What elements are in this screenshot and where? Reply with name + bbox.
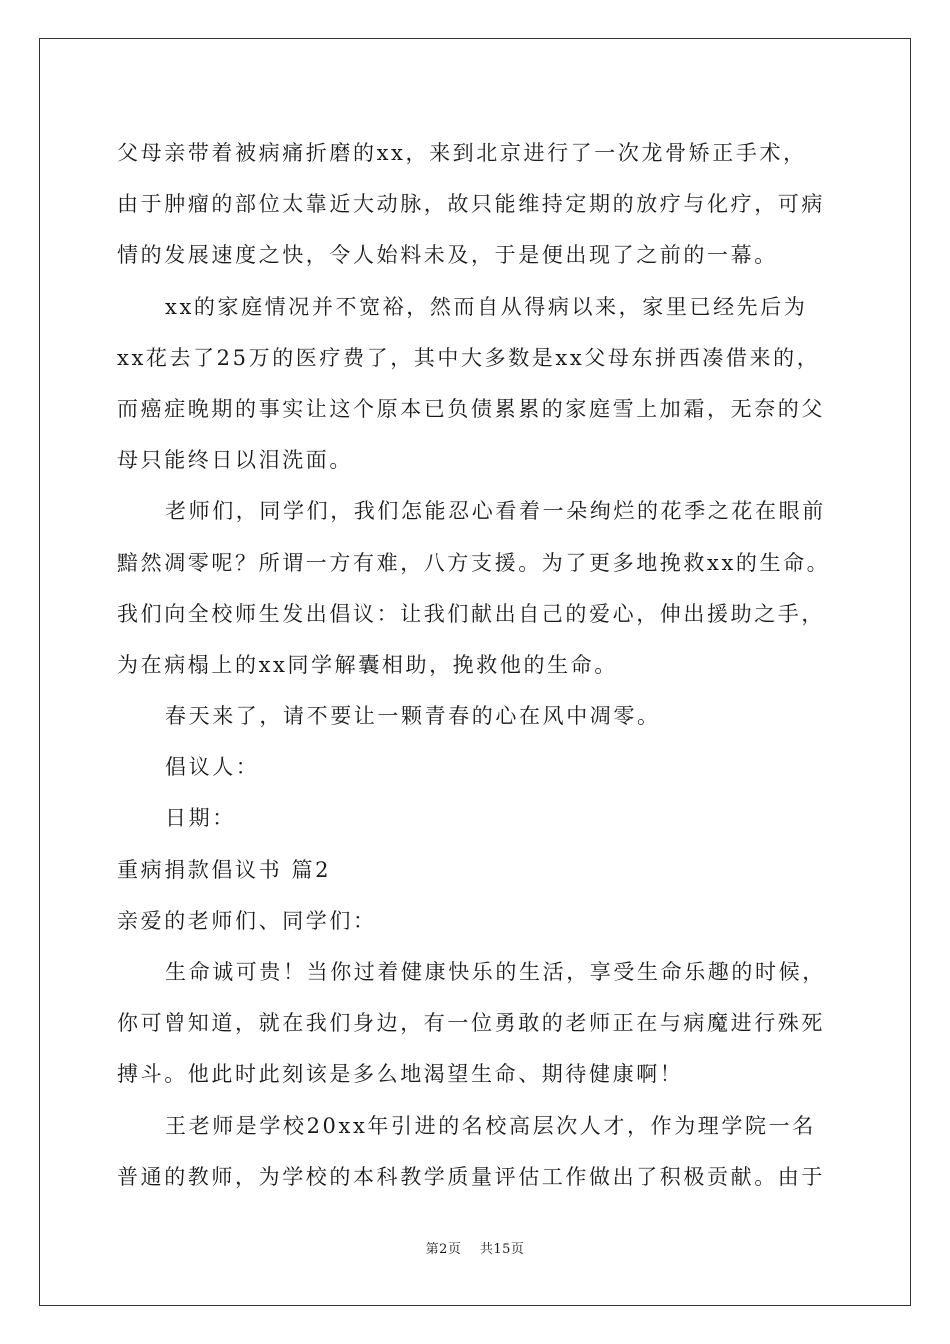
text-line: 情的发展速度之快，令人始料未及，于是便出现了之前的一幕。 [117, 243, 778, 268]
page-number: 第2页 [425, 1242, 462, 1257]
text-line: 黯然凋零呢？所谓一方有难，八方支援。为了更多地挽救xx的生命。 [117, 550, 831, 575]
paragraph-start-line: 王老师是学校20xx年引进的名校高层次人才，作为理学院一名 [165, 1113, 816, 1138]
text-line: 由于肿瘤的部位太靠近大动脉，故只能维持定期的放疗与化疗，可病 [117, 192, 825, 217]
paragraph-start-line: 春天来了，请不要让一颗青春的心在风中凋零。 [165, 704, 661, 729]
text-line: xx花去了25万的医疗费了，其中大多数是xx父母东拼西凑借来的， [117, 345, 821, 370]
text-line: 父母亲带着被病痛折磨的xx，来到北京进行了一次龙骨矫正手术， [117, 141, 807, 165]
text-line: 普通的教师，为学校的本科教学质量评估工作做出了积极贡献。由于 [117, 1164, 825, 1189]
document-body [117, 128, 837, 1203]
section-title: 重病捐款倡议书 篇2 [117, 857, 332, 882]
salutation: 亲爱的老师们、同学们： [117, 908, 377, 933]
date-label: 日期： [165, 806, 236, 831]
text-line: 搏斗。他此时此刻该是多么地渴望生命、期待健康啊！ [117, 1062, 684, 1087]
text-line: 你可曾知道，就在我们身边，有一位勇敢的老师正在与病魔进行殊死 [117, 1011, 825, 1036]
paragraph-start-line: 生命诚可贵！当你过着健康快乐的生活，享受生命乐趣的时候， [165, 960, 826, 984]
text-line: 为在病榻上的xx同学解囊相助，挽救他的生命。 [117, 652, 618, 677]
text-line: 而癌症晚期的事实让这个原本已负债累累的家庭雪上加霜，无奈的父 [117, 396, 825, 421]
text-line: 母只能终日以泪洗面。 [117, 448, 353, 473]
paragraph-start-line: 老师们，同学们，我们怎能忍心看着一朵绚烂的花季之花在眼前 [165, 499, 826, 524]
text-line: 我们向全校师生发出倡议：让我们献出自己的爱心，伸出援助之手， [117, 601, 825, 626]
page-footer [0, 1238, 950, 1257]
proposer-label: 倡议人： [165, 755, 260, 780]
paragraph-start-line: xx的家庭情况并不宽裕，然而自从得病以来，家里已经先后为 [165, 294, 808, 319]
page-total: 共15页 [479, 1242, 525, 1257]
